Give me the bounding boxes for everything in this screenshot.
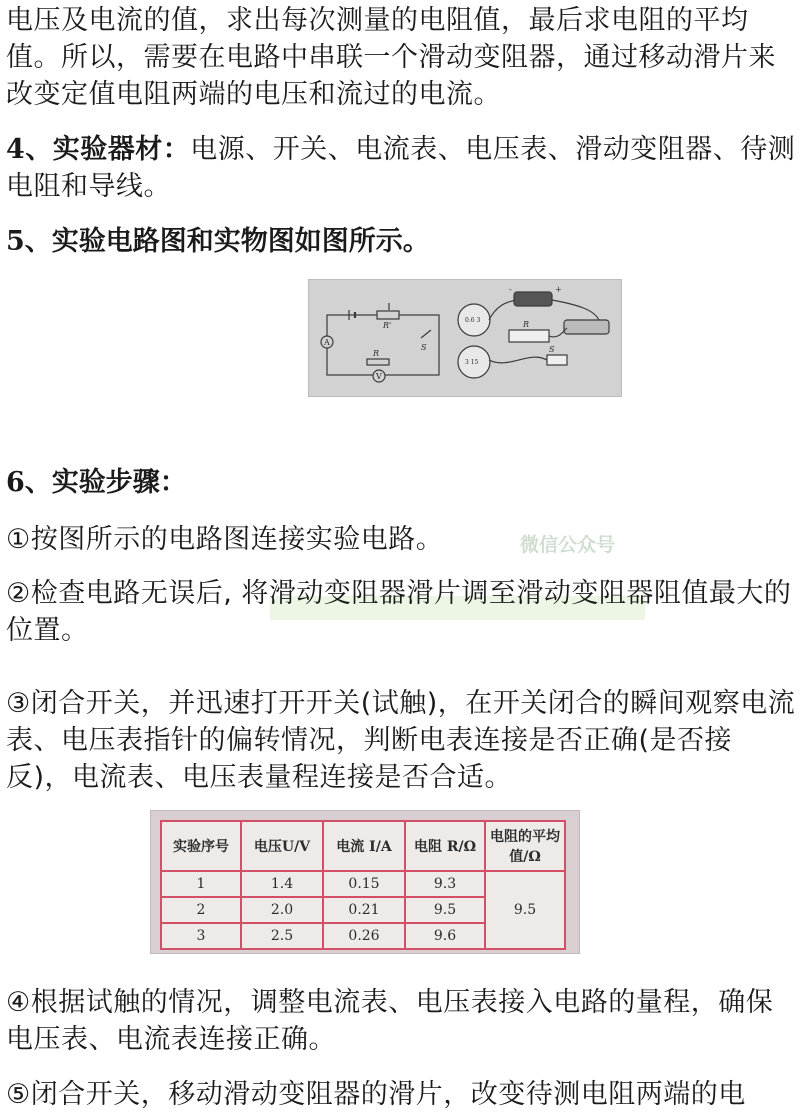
step-5: ⑤闭合开关，移动滑动变阻器的滑片，改变待测电阻两端的电 (6, 1079, 746, 1110)
table-header-row (161, 821, 565, 871)
equipment-heading: 4、实验器材： (6, 134, 191, 165)
data-table (160, 820, 566, 950)
watermark-text: 微信公众号 (520, 534, 616, 556)
photo-plus: + (555, 285, 562, 294)
photo-label-r: R (523, 320, 530, 329)
cell-resistance: 9.5 (405, 897, 485, 923)
cell-resistance: 9.6 (405, 923, 485, 949)
label-a: A (324, 338, 330, 347)
photo-label-s: S (549, 345, 555, 354)
cell-resistance: 9.3 (405, 871, 485, 897)
header-average: 电阻的平均值/Ω (485, 821, 565, 871)
step-3: ③闭合开关，并迅速打开开关(试触)，在开关闭合的瞬间观察电流表、电压表指针的偏转情况，判断电表连接是否正确(是否接反)，电流表、电压表量程连接是否合适。 (6, 688, 796, 793)
label-r-prime: R' (383, 321, 392, 330)
header-voltage: 电压U/V (241, 821, 323, 871)
circuit-diagram (309, 280, 621, 396)
steps-title: 6、实验步骤： (6, 467, 187, 498)
data-table-figure (150, 810, 580, 954)
cell-trial: 3 (161, 923, 241, 949)
header-current: 电流 I/A (323, 821, 405, 871)
document-page (6, 0, 796, 278)
step-1: ①按图所示的电路图连接实验电路。 (6, 524, 444, 555)
label-s: S (421, 343, 427, 352)
cell-current: 0.21 (323, 897, 405, 923)
equipment-paragraph (6, 131, 796, 205)
step-4: ④根据试触的情况，调整电流表、电压表接入电路的量程，确保电压表、电流表连接正确。 (6, 987, 774, 1055)
header-trial: 实验序号 (161, 821, 241, 871)
intro-paragraph: 电压及电流的值，求出每次测量的电阻值，最后求电阻的平均值。所以，需要在电路中串联一个滑动变阻器，通过移动滑片来改变定值电阻两端的电压和流过的电流。 (6, 5, 776, 110)
table-row (161, 871, 565, 897)
header-resistance: 电阻 R/Ω (405, 821, 485, 871)
cell-current: 0.26 (323, 923, 405, 949)
cell-trial: 2 (161, 897, 241, 923)
cell-current: 0.15 (323, 871, 405, 897)
circuit-figure (308, 279, 622, 397)
equipment-text: 电源、开关、电流表、电压表、滑动变阻器、待测电阻和导线。 (6, 134, 796, 202)
cell-voltage: 2.5 (241, 923, 323, 949)
meter-range-1: 0.6 3 (465, 317, 481, 324)
figure-caption: 5、实验电路图和实物图如图所示。 (6, 226, 430, 257)
cell-trial: 1 (161, 871, 241, 897)
cell-voltage: 1.4 (241, 871, 323, 897)
label-r: R (373, 349, 380, 358)
cell-average: 9.5 (485, 871, 565, 949)
label-v: V (376, 372, 382, 381)
meter-range-2: 3 15 (465, 359, 479, 366)
step-2: ②检查电路无误后, 将滑动变阻器滑片调至滑动变阻器阻值最大的位置。 (6, 578, 792, 646)
photo-minus: - (509, 285, 512, 294)
cell-voltage: 2.0 (241, 897, 323, 923)
